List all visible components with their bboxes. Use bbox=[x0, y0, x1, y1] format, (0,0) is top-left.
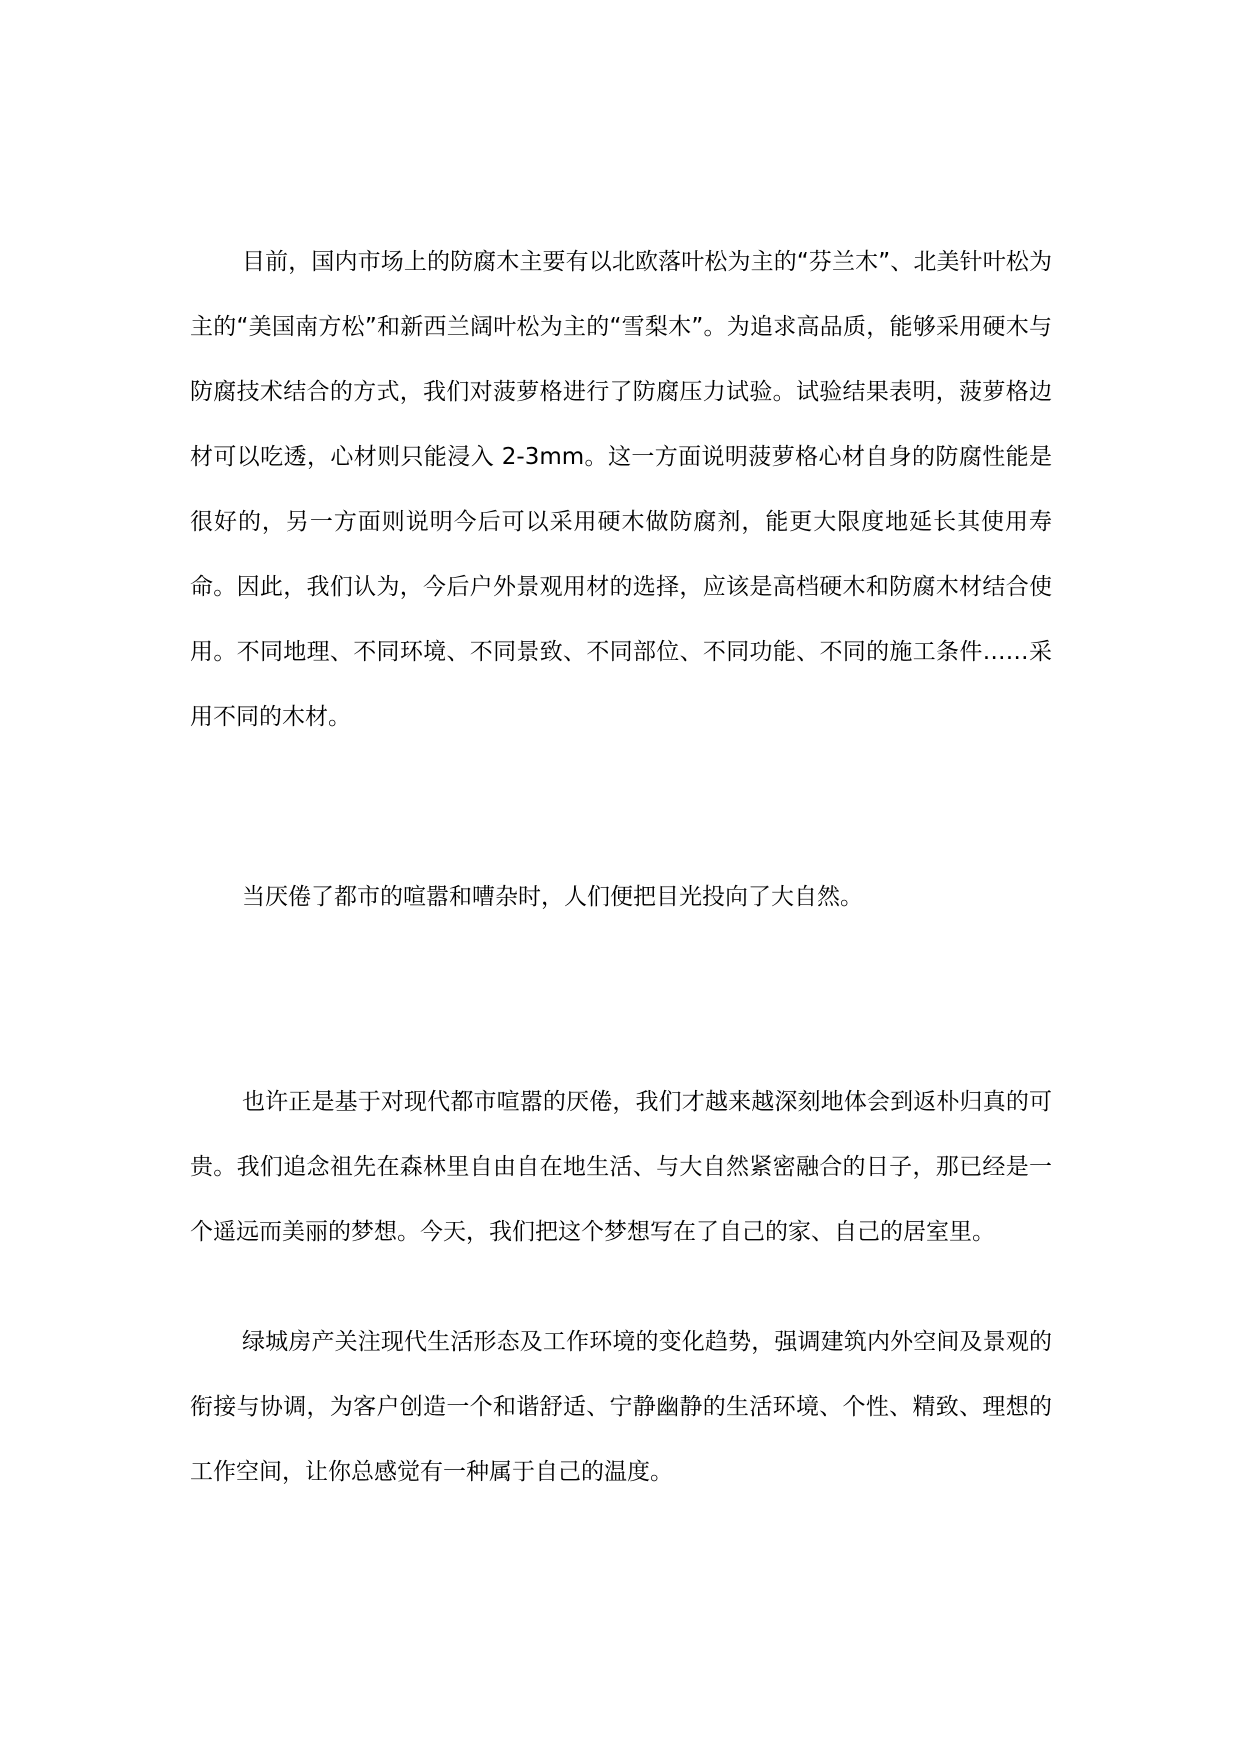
paragraph-return-to-nature: 也许正是基于对现代都市喧嚣的厌倦，我们才越来越深刻地体会到返朴归真的可贵。我们追念祖先在森林里自由自在地生活、与大自然紧密融合的日子，那已经是一个遥远而美丽的梦想。今天，我们把这个梦想写在了自己的家、自己的居室里。 bbox=[190, 1089, 1052, 1245]
paragraph-nature: 当厌倦了都市的喧嚣和嘈杂时，人们便把目光投向了大自然。 bbox=[242, 884, 863, 910]
paragraph-spacer bbox=[190, 1265, 1052, 1310]
paragraph-wood-materials: 目前，国内市场上的防腐木主要有以北欧落叶松为主的“芬兰木”、北美针叶松为主的“美国南方松”和新西兰阔叶松为主的“雪梨木”。为追求高品质，能够采用硬木与防腐技术结合的方式，我们对菠萝格进行了防腐压力试验。试验结果表明，菠萝格边材可以吃透，心材则只能浸入 2-3mm。这一方面说明菠萝格心材自身的防腐性能是很好的，另一方面则说明今后可以采用硬木做防腐剂，能更大限度地延长其使用寿命。因此，我们认为，今后户外景观用材的选择，应该是高档硬木和防腐木材结合使用。不同地理、不同环境、不同景致、不同部位、不同功能、不同的施工条件……采用不同的木材。 bbox=[190, 249, 1052, 730]
paragraph-spacer bbox=[190, 750, 1052, 865]
paragraph-spacer bbox=[190, 930, 1052, 1070]
paragraph-greentown: 绿城房产关注现代生活形态及工作环境的变化趋势，强调建筑内外空间及景观的衔接与协调，为客户创造一个和谐舒适、宁静幽静的生活环境、个性、精致、理想的工作空间，让你总感觉有一种属于自己的温度。 bbox=[190, 1329, 1052, 1485]
document-body bbox=[190, 230, 1052, 1505]
